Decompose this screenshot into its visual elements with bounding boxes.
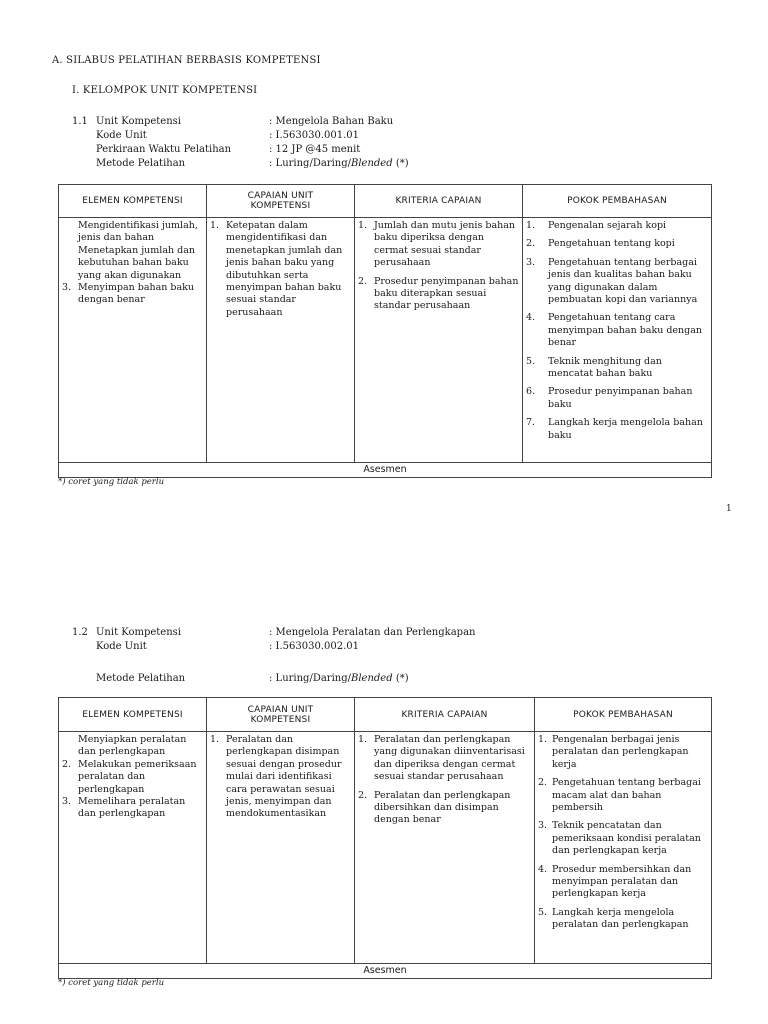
unit2-label-unit: Unit Kompetensi xyxy=(96,627,181,638)
unit1-label-time: Perkiraan Waktu Pelatihan xyxy=(96,144,232,155)
list-item-text: Pengetahuan tentang kopi xyxy=(548,238,675,250)
list-item-text: Teknik pencatatan dan pemeriksaan kondisi peralatan dan perlengkapan kerja xyxy=(552,820,701,857)
list-item xyxy=(538,864,708,901)
list-item xyxy=(358,276,519,313)
list-item-text: Peralatan dan perlengkapan dibersihkan dan disimpan dengan benar xyxy=(374,789,511,826)
list-item xyxy=(62,734,203,759)
list-item-number: 3. xyxy=(538,820,548,832)
unit1-kriteria-list xyxy=(358,220,519,313)
unit1-pokok-list xyxy=(526,220,708,442)
list-item xyxy=(210,734,351,821)
header-elemen: ELEMEN KOMPETENSI xyxy=(59,185,207,218)
unit1-value-code: : I.563030.001.01 xyxy=(269,130,360,141)
list-item-text: Langkah kerja mengelola bahan baku xyxy=(548,417,703,441)
list-item-text: Pengetahuan tentang berbagai jenis dan kualitas bahan baku yang digunakan dalam pembuatan kopi dan variannya xyxy=(548,256,698,306)
header-kriteria: KRITERIA CAPAIAN xyxy=(355,185,523,218)
list-item xyxy=(526,257,708,307)
unit2-value-method: : Luring/Daring/Blended (*) xyxy=(269,673,409,684)
unit1-number: 1.1 xyxy=(72,116,88,127)
list-item xyxy=(526,312,708,349)
list-item-number: 2. xyxy=(358,275,368,287)
list-item-text: Pengetahuan tentang cara menyimpan bahan baku dengan benar xyxy=(548,312,703,349)
list-item-text: Jumlah dan mutu jenis bahan baku diperiksa dengan cermat sesuai standar perusahaan xyxy=(374,220,516,269)
list-item-number: 7. xyxy=(526,417,536,429)
unit2-footnote: *) coret yang tidak perlu xyxy=(58,978,165,988)
list-item xyxy=(538,820,708,857)
list-item-text: Pengenalan sejarah kopi xyxy=(548,220,667,231)
list-item-text: Prosedur penyimpanan bahan baku diterapkan sesuai standar perusahaan xyxy=(374,275,519,312)
list-item-number: 2. xyxy=(526,238,536,250)
list-item-number: 2. xyxy=(538,777,548,789)
list-item xyxy=(62,759,203,796)
list-item-text: Pengenalan berbagai jenis peralatan dan perlengkapan kerja xyxy=(552,734,689,770)
unit2-label-method: Metode Pelatihan xyxy=(96,673,186,684)
list-item-number: 3. xyxy=(62,282,72,294)
unit1-value-method: : Luring/Daring/Blended (*) xyxy=(269,158,409,169)
unit1-capaian-list xyxy=(210,220,351,319)
unit1-label-unit: Unit Kompetensi xyxy=(96,116,181,127)
list-item-text: Mengidentifikasi jumlah, jenis dan bahan xyxy=(78,220,198,244)
list-item-text: Menetapkan jumlah dan kebutuhan bahan baku yang akan digunakan xyxy=(78,244,195,281)
unit1-label-method: Metode Pelatihan xyxy=(96,158,186,169)
unit1-value-unit: : Mengelola Bahan Baku xyxy=(269,116,394,127)
list-item-number: 2. xyxy=(358,789,368,801)
list-item xyxy=(526,417,708,442)
header-elemen: ELEMEN KOMPETENSI xyxy=(59,698,207,732)
list-item xyxy=(210,220,351,319)
list-item xyxy=(538,734,708,771)
unit2-value-unit: : Mengelola Peralatan dan Perlengkapan xyxy=(269,627,476,638)
list-item-text: Pengetahuan tentang berbagai macam alat dan bahan pembersih xyxy=(552,777,701,814)
page-number: 1 xyxy=(726,504,732,514)
unit2-elemen-list xyxy=(62,734,203,821)
unit1-asesmen: Asesmen xyxy=(59,463,712,478)
list-item-number: 5. xyxy=(538,906,548,918)
list-item xyxy=(62,245,203,282)
list-item xyxy=(358,220,519,270)
list-item xyxy=(358,734,531,784)
unit1-elemen-list xyxy=(62,220,203,307)
unit2-number: 1.2 xyxy=(72,627,88,638)
unit1-pokok-cell xyxy=(523,218,712,463)
list-item-text: Peralatan dan perlengkapan yang digunakan diinventarisasi dan diperiksa dengan cermat sesuai standar perusahaan xyxy=(374,734,525,783)
unit1-value-time: : 12 JP @45 menit xyxy=(269,144,361,155)
unit2-pokok-list xyxy=(538,734,708,932)
unit2-elemen-cell xyxy=(59,732,207,964)
unit2-kriteria-cell xyxy=(355,732,535,964)
unit1-elemen-cell xyxy=(59,218,207,463)
list-item-number: 1. xyxy=(358,734,368,745)
list-item-number: 1. xyxy=(526,220,536,231)
list-item-number: 1. xyxy=(538,734,548,745)
list-item-text: Melakukan pemeriksaan peralatan dan perlengkapan xyxy=(78,758,197,795)
list-item-number: 3. xyxy=(526,256,536,268)
list-item-number: 2. xyxy=(62,758,72,770)
list-item-number: 1. xyxy=(358,220,368,231)
unit2-value-code: : I.563030.002.01 xyxy=(269,641,360,652)
unit2-capaian-list xyxy=(210,734,351,821)
list-item xyxy=(538,907,708,932)
list-item xyxy=(526,356,708,381)
unit2-kriteria-list xyxy=(358,734,531,827)
unit2-capaian-cell xyxy=(207,732,355,964)
list-item-number: 1. xyxy=(210,220,220,231)
list-item-number: 4. xyxy=(538,863,548,875)
unit1-footnote: *) coret yang tidak perlu xyxy=(58,477,165,487)
unit1-capaian-cell xyxy=(207,218,355,463)
list-item-text: Menyimpan bahan baku dengan benar xyxy=(78,282,195,306)
list-item-text: Ketepatan dalam mengidentifikasi dan menetapkan jumlah dan jenis bahan baku yang dibutuhkan serta menyimpan bahan baku sesuai standar perusahaan xyxy=(226,220,343,318)
section-title: A. SILABUS PELATIHAN BERBASIS KOMPETENSI xyxy=(52,55,321,66)
unit2-asesmen: Asesmen xyxy=(59,964,712,979)
unit2-label-code: Kode Unit xyxy=(96,641,147,652)
unit1-kriteria-cell xyxy=(355,218,523,463)
unit2-table xyxy=(58,697,712,979)
list-item-text: Prosedur penyimpanan bahan baku xyxy=(548,386,693,410)
header-pokok: POKOK PEMBAHASAN xyxy=(535,698,712,732)
header-pokok: POKOK PEMBAHASAN xyxy=(523,185,712,218)
list-item-text: Teknik menghitung dan mencatat bahan baku xyxy=(548,355,662,380)
list-item-text: Peralatan dan perlengkapan disimpan sesuai dengan prosedur mulai dari identifikasi cara perawatan sesuai jenis, menyimpan dan mendokumentasikan xyxy=(226,734,342,820)
list-item xyxy=(526,238,708,250)
header-kriteria: KRITERIA CAPAIAN xyxy=(355,698,535,732)
list-item xyxy=(62,796,203,821)
unit1-label-code: Kode Unit xyxy=(96,130,147,141)
subsection-title: I. KELOMPOK UNIT KOMPETENSI xyxy=(72,85,258,96)
list-item xyxy=(358,790,531,827)
list-item-text: Memelihara peralatan dan perlengkapan xyxy=(78,796,186,820)
list-item xyxy=(62,282,203,307)
header-capaian: CAPAIAN UNIT KOMPETENSI xyxy=(207,698,355,732)
list-item-text: Menyiapkan peralatan dan perlengkapan xyxy=(78,734,187,758)
list-item-number: 1. xyxy=(210,734,220,745)
list-item-text: Prosedur membersihkan dan menyimpan peralatan dan perlengkapan kerja xyxy=(552,863,692,900)
list-item-number: 6. xyxy=(526,386,536,398)
list-item-number: 5. xyxy=(526,355,536,367)
list-item xyxy=(62,220,203,245)
unit2-pokok-cell xyxy=(535,732,712,964)
list-item xyxy=(526,386,708,411)
unit1-table xyxy=(58,184,712,478)
list-item-text: Langkah kerja mengelola peralatan dan perlengkapan xyxy=(552,906,689,931)
header-capaian: CAPAIAN UNIT KOMPETENSI xyxy=(207,185,355,218)
list-item-number: 4. xyxy=(526,312,536,324)
list-item-number: 3. xyxy=(62,796,72,808)
list-item xyxy=(526,220,708,232)
list-item xyxy=(538,777,708,814)
